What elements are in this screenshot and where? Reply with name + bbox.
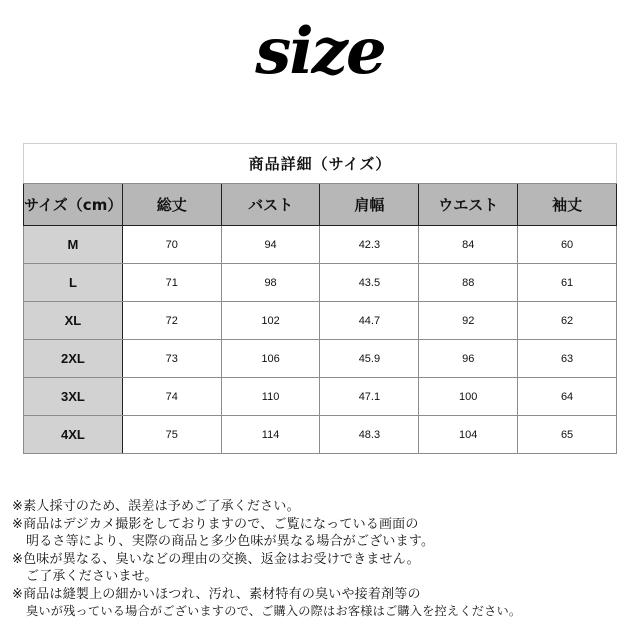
length-value: 72 xyxy=(122,302,221,340)
bust-value: 106 xyxy=(221,340,320,378)
note-measurement: ※素人採寸のため、誤差は予めご了承ください。 xyxy=(12,499,300,514)
length-value: 73 xyxy=(122,340,221,378)
header-sleeve: 袖丈 xyxy=(518,184,617,226)
table-row xyxy=(24,302,617,340)
table-row xyxy=(24,416,617,454)
shoulder-value: 43.5 xyxy=(320,264,419,302)
sleeve-value: 64 xyxy=(518,378,617,416)
waist-value: 84 xyxy=(419,226,518,264)
table-caption: 商品詳細（サイズ） xyxy=(24,144,617,184)
waist-value: 104 xyxy=(419,416,518,454)
table-row xyxy=(24,226,617,264)
header-length: 総丈 xyxy=(122,184,221,226)
size-label: 2XL xyxy=(24,340,123,378)
note-sewing-continued: 臭いが残っている場合がございますので、ご購入の際はお客様はご購入を控えください。 xyxy=(26,604,522,618)
header-waist: ウエスト xyxy=(419,184,518,226)
size-table xyxy=(23,143,617,454)
note-photo: ※商品はデジカメ撮影をしておりますので、ご覧になっている画面の xyxy=(12,516,419,532)
sleeve-value: 62 xyxy=(518,302,617,340)
length-value: 71 xyxy=(122,264,221,302)
table-row xyxy=(24,378,617,416)
size-label: XL xyxy=(24,302,123,340)
sleeve-value: 65 xyxy=(518,416,617,454)
bust-value: 114 xyxy=(221,416,320,454)
header-size: サイズ（cm） xyxy=(24,184,123,226)
size-label: 3XL xyxy=(24,378,123,416)
size-label: M xyxy=(24,226,123,264)
shoulder-value: 42.3 xyxy=(320,226,419,264)
table-row xyxy=(24,340,617,378)
sleeve-value: 63 xyxy=(518,340,617,378)
bust-value: 102 xyxy=(221,302,320,340)
waist-value: 88 xyxy=(419,264,518,302)
length-value: 70 xyxy=(122,226,221,264)
size-chart xyxy=(23,143,617,454)
bust-value: 94 xyxy=(221,226,320,264)
note-exchange-continued: ご了承くださいませ。 xyxy=(26,569,158,584)
shoulder-value: 45.9 xyxy=(320,340,419,378)
shoulder-value: 44.7 xyxy=(320,302,419,340)
notes-section xyxy=(12,498,632,621)
note-exchange: ※色味が異なる、臭いなどの理由の交換、返金はお受けできません。 xyxy=(12,551,420,567)
bust-value: 110 xyxy=(221,378,320,416)
sleeve-value: 60 xyxy=(518,226,617,264)
table-row xyxy=(24,264,617,302)
length-value: 74 xyxy=(122,378,221,416)
waist-value: 96 xyxy=(419,340,518,378)
header-shoulder: 肩幅 xyxy=(320,184,419,226)
size-logo-title: size xyxy=(255,14,385,89)
note-sewing: ※商品は縫製上の細かいほつれ、汚れ、素材特有の臭いや接着剤等の xyxy=(12,586,421,602)
waist-value: 100 xyxy=(419,378,518,416)
shoulder-value: 48.3 xyxy=(320,416,419,454)
size-label: L xyxy=(24,264,123,302)
bust-value: 98 xyxy=(221,264,320,302)
waist-value: 92 xyxy=(419,302,518,340)
size-label: 4XL xyxy=(24,416,123,454)
length-value: 75 xyxy=(122,416,221,454)
header-bust: バスト xyxy=(221,184,320,226)
shoulder-value: 47.1 xyxy=(320,378,419,416)
note-photo-continued: 明るさ等により、実際の商品と多少色味が異なる場合がございます。 xyxy=(26,534,435,549)
table-header-row xyxy=(24,184,617,226)
sleeve-value: 61 xyxy=(518,264,617,302)
